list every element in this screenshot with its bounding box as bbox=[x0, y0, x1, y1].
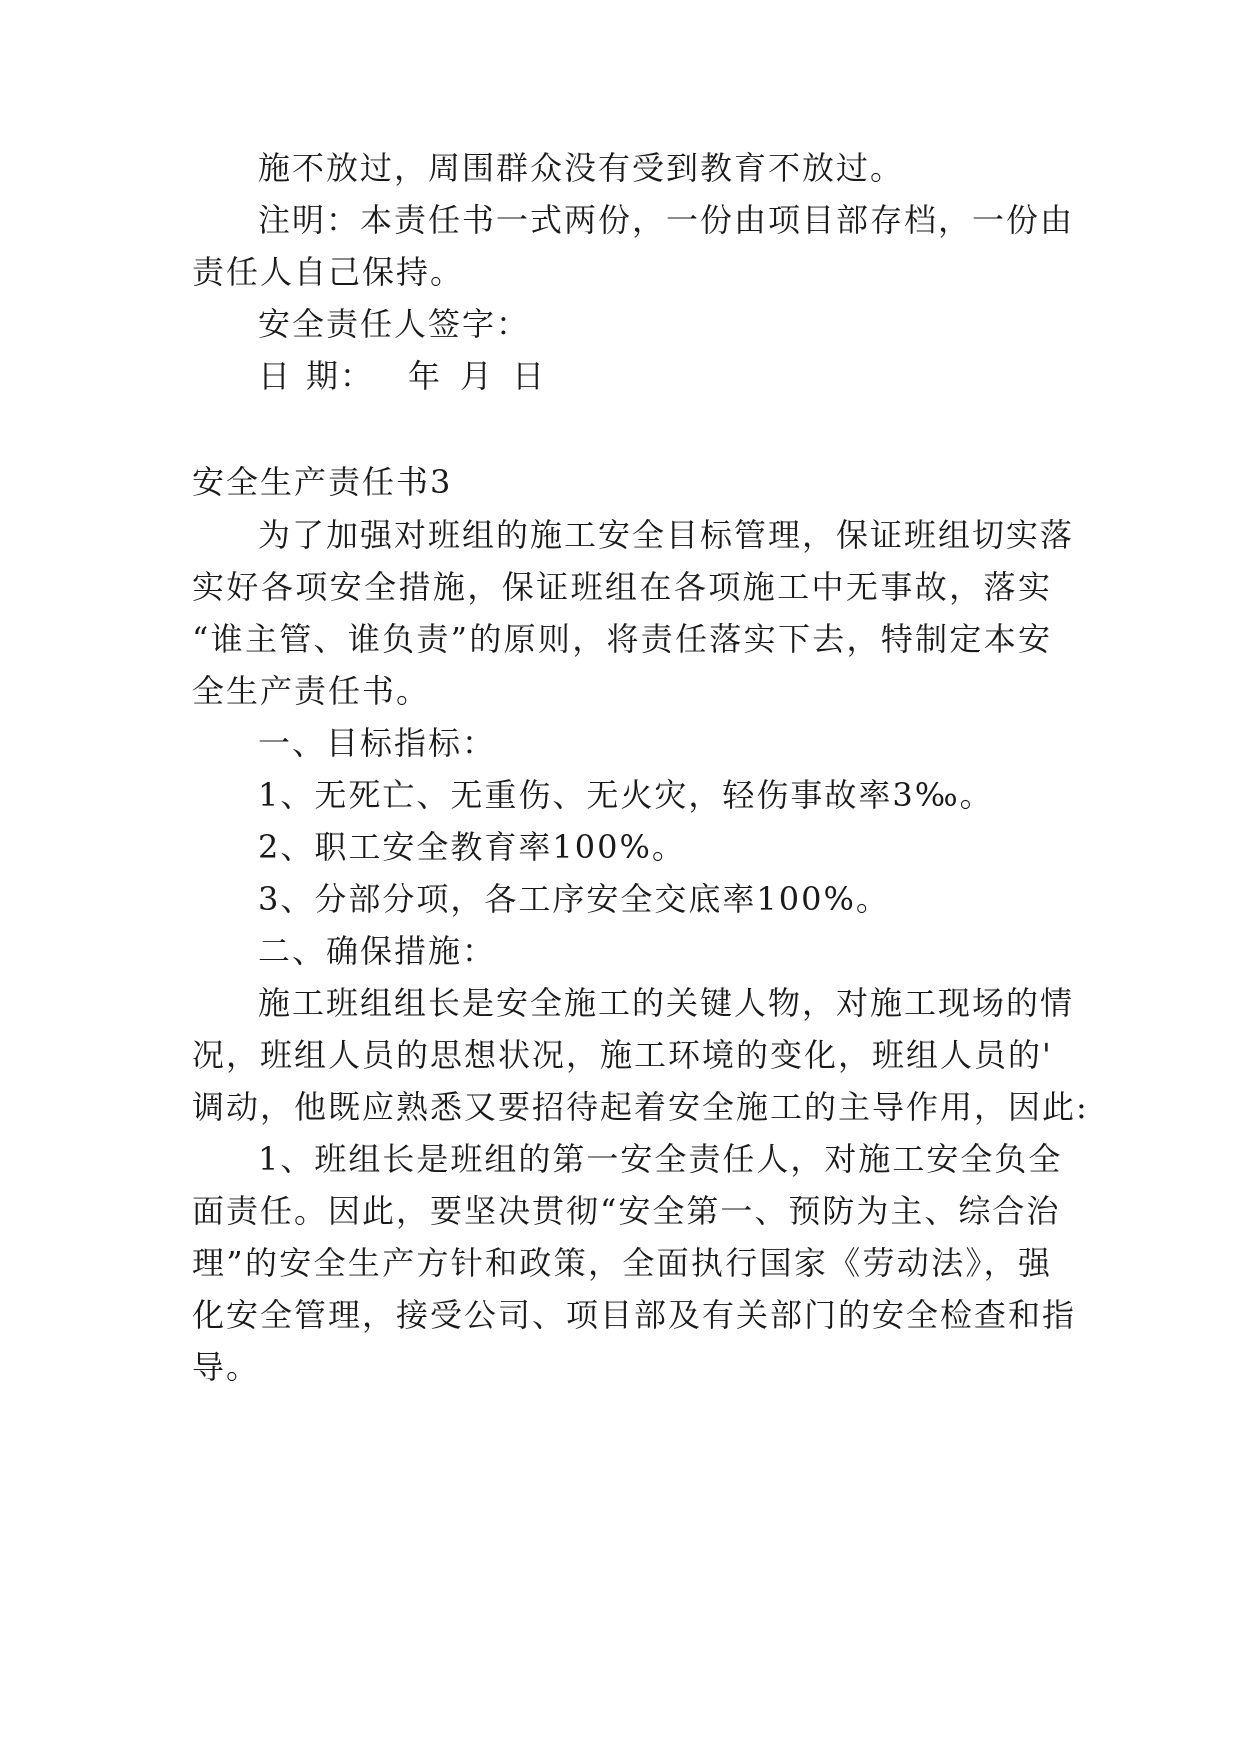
paragraph-line: 为了加强对班组的施工安全目标管理，保证班组切实落 bbox=[258, 516, 1075, 554]
paragraph-line: 施不放过，周围群众没有受到教育不放过。 bbox=[258, 149, 905, 187]
date-year: 年 bbox=[408, 357, 443, 395]
paragraph-line: 注明：本责任书一式两份，一份由项目部存档，一份由 bbox=[258, 201, 1075, 239]
date-label-ri: 日 bbox=[258, 357, 293, 395]
paragraph-line: 全生产责任书。 bbox=[192, 672, 431, 710]
list-item: 2、职工安全教育率100%。 bbox=[258, 828, 686, 866]
date-line bbox=[258, 356, 1052, 396]
subheading: 一、目标指标： bbox=[258, 724, 497, 762]
signature-label: 安全责任人签字： bbox=[258, 305, 531, 343]
paragraph-line: 施工班组组长是安全施工的关键人物，对施工现场的情 bbox=[258, 984, 1075, 1022]
paragraph-line: 况，班组人员的思想状况，施工环境的变化，班组人员的' bbox=[192, 1036, 1053, 1074]
paragraph-line: 实好各项安全措施，保证班组在各项施工中无事故，落实 bbox=[192, 568, 1052, 606]
section-title: 安全生产责任书3 bbox=[192, 463, 453, 501]
subheading: 二、确保措施： bbox=[258, 932, 497, 970]
list-item: 3、分部分项，各工序安全交底率100%。 bbox=[258, 880, 890, 918]
paragraph-line: 化安全管理，接受公司、项目部及有关部门的安全检查和指 bbox=[192, 1296, 1077, 1334]
paragraph-line: “谁主管、谁负责”的原则，将责任落实下去，特制定本安 bbox=[192, 620, 1052, 658]
date-day: 日 bbox=[512, 357, 547, 395]
date-month: 月 bbox=[460, 357, 495, 395]
paragraph-line: 调动，他既应熟悉又要招待起着安全施工的主导作用，因此: bbox=[192, 1088, 1089, 1126]
paragraph-line: 导。 bbox=[192, 1348, 261, 1386]
paragraph-line: 1、班组长是班组的第一安全责任人，对施工安全负全 bbox=[258, 1140, 1063, 1178]
date-label-qi: 期： bbox=[306, 357, 375, 395]
paragraph-line: 面责任。因此，要坚决贯彻“安全第一、预防为主、综合治 bbox=[192, 1192, 1061, 1230]
paragraph-line: 理”的安全生产方针和政策，全面执行国家《劳动法》，强 bbox=[192, 1244, 1052, 1282]
paragraph-line: 责任人自己保持。 bbox=[192, 253, 465, 291]
list-item: 1、无死亡、无重伤、无火灾，轻伤事故率3‰。 bbox=[258, 776, 994, 814]
